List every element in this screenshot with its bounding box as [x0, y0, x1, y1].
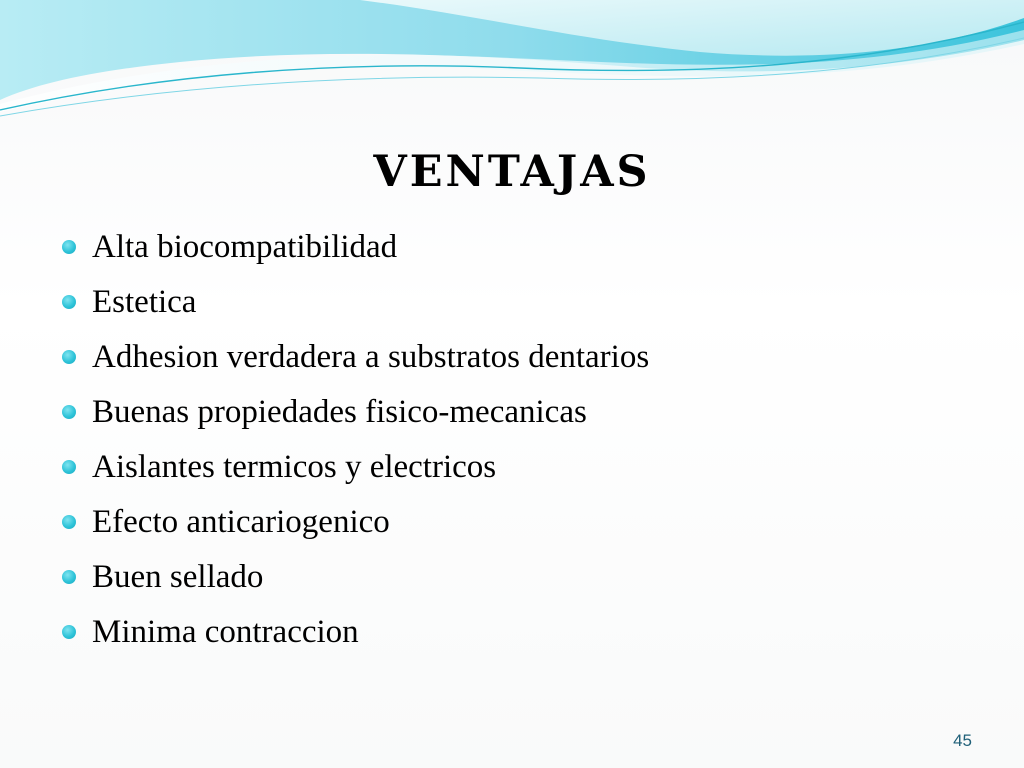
list-item [62, 497, 962, 552]
list-item [62, 442, 962, 497]
bullet-dot-icon [62, 625, 76, 639]
list-item [62, 277, 962, 332]
page-number: 45 [953, 731, 972, 750]
bullet-dot-icon [62, 405, 76, 419]
bullet-text: Buen sellado [92, 559, 264, 595]
header-wave-decoration [0, 0, 1024, 130]
list-item [62, 552, 962, 607]
bullet-text: Aislantes termicos y electricos [92, 449, 497, 485]
bullet-dot-icon [62, 350, 76, 364]
list-item [62, 332, 962, 387]
bullet-text: Minima contraccion [92, 614, 359, 650]
bullet-text: Buenas propiedades fisico-mecanicas [92, 394, 587, 430]
bullet-text: Alta biocompatibilidad [92, 229, 398, 265]
bullet-text: Estetica [92, 284, 197, 320]
bullet-dot-icon [62, 295, 76, 309]
list-item [62, 607, 962, 662]
slide-title: ventajas [373, 128, 651, 201]
bullet-dot-icon [62, 515, 76, 529]
list-item [62, 222, 962, 277]
list-item [62, 387, 962, 442]
bullet-dot-icon [62, 240, 76, 254]
bullet-dot-icon [62, 570, 76, 584]
bullet-text: Efecto anticariogenico [92, 504, 390, 540]
bullet-text: Adhesion verdadera a substratos dentarios [92, 339, 650, 375]
bullet-dot-icon [62, 460, 76, 474]
bullet-list [62, 222, 962, 662]
